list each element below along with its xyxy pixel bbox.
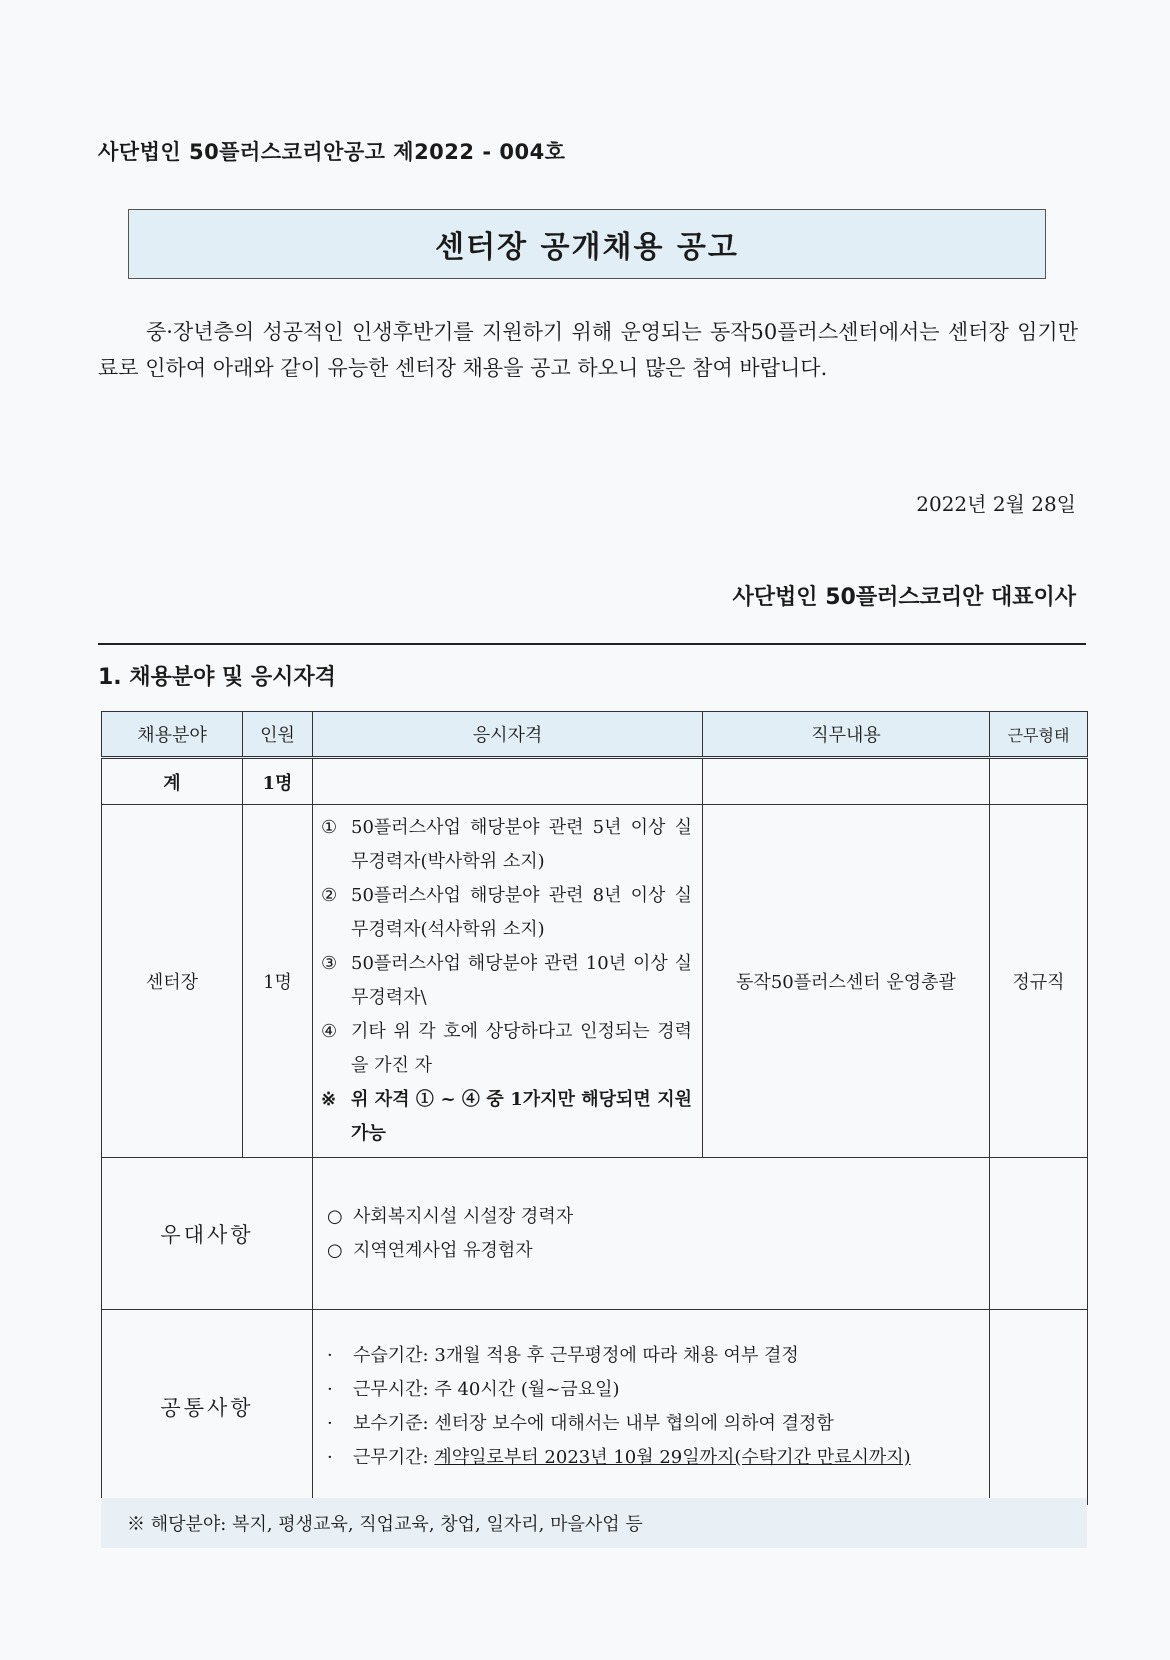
table-header-row	[102, 712, 1088, 758]
header-qualification: 응시자격	[313, 712, 703, 758]
list-item: · 근무시간: 주 40시간 (월~금요일)	[327, 1379, 620, 1400]
director-work-type: 정규직	[990, 805, 1088, 1158]
header-count: 인원	[243, 712, 313, 758]
list-item: · 수습기간: 3개월 적용 후 근무평정에 따라 채용 여부 결정	[327, 1345, 799, 1366]
page-title: 센터장 공개채용 공고	[128, 209, 1046, 279]
director-row	[102, 805, 1088, 1158]
period-label: 근무기간:	[353, 1447, 429, 1468]
issuer-name: 사단법인 50플러스코리안 대표이사	[732, 585, 1076, 610]
preference-label: 우대사항	[102, 1158, 313, 1310]
divider	[98, 643, 1086, 645]
list-item: · 근무기간: 계약일로부터 2023년 10월 29일까지(수탁기간 만료시까지)	[327, 1447, 911, 1468]
list-item: ③ 50플러스사업 해당분야 관련 10년 이상 실무경력자\	[321, 953, 692, 1008]
announcement-number: 사단법인 50플러스코리안공고 제2022 - 004호	[98, 140, 566, 164]
preference-row	[102, 1158, 1088, 1310]
director-duty: 동작50플러스센터 운영총괄	[703, 805, 990, 1158]
header-work-type: 근무형태	[990, 712, 1088, 758]
intro-paragraph	[98, 314, 1078, 386]
recruitment-table	[101, 711, 1088, 1505]
qualification-list	[313, 805, 703, 1158]
footnote-text: ※ 해당분야: 복지, 평생교육, 직업교육, 창업, 일자리, 마을사업 등	[127, 1514, 643, 1535]
announcement-date: 2022년 2월 28일	[916, 492, 1076, 516]
header-field: 채용분야	[102, 712, 243, 758]
list-item: · 보수기준: 센터장 보수에 대해서는 내부 협의에 의하여 결정함	[327, 1413, 834, 1434]
footnote	[101, 1498, 1087, 1548]
list-item: ④ 기타 위 각 호에 상당하다고 인정되는 경력을 가진 자	[321, 1021, 692, 1076]
empty-cell	[703, 758, 990, 805]
section-heading: 1. 채용분야 및 응시자격	[98, 665, 336, 690]
common-label: 공통사항	[102, 1310, 313, 1505]
preference-list	[313, 1158, 990, 1310]
qualification-note: ※ 위 자격 ① ~ ④ 중 1가지만 해당되면 지원가능	[321, 1089, 692, 1144]
list-item: ○ 사회복지시설 시설장 경력자	[327, 1205, 574, 1227]
empty-cell	[990, 758, 1088, 805]
list-item: ○ 지역연계사업 유경험자	[327, 1239, 533, 1261]
total-label: 계	[102, 758, 243, 805]
period-value: 계약일로부터 2023년 10월 29일까지(수탁기간 만료시까지)	[434, 1447, 911, 1468]
total-count: 1명	[243, 758, 313, 805]
common-row	[102, 1310, 1088, 1505]
empty-cell	[990, 1310, 1088, 1505]
empty-cell	[313, 758, 703, 805]
total-row	[102, 758, 1088, 805]
empty-cell	[990, 1158, 1088, 1310]
intro-text: 중·장년층의 성공적인 인생후반기를 지원하기 위해 운영되는 동작50플러스센터에서는 센터장 임기만료로 인하여 아래와 같이 유능한 센터장 채용을 공고 하오니 많은 참여 바랍니다.	[98, 320, 1078, 380]
list-item: ② 50플러스사업 해당분야 관련 8년 이상 실무경력자(석사학위 소지)	[321, 885, 692, 940]
list-item: ① 50플러스사업 해당분야 관련 5년 이상 실무경력자(박사학위 소지)	[321, 817, 692, 872]
director-count: 1명	[243, 805, 313, 1158]
director-field: 센터장	[102, 805, 243, 1158]
common-list	[313, 1310, 990, 1505]
header-duty: 직무내용	[703, 712, 990, 758]
